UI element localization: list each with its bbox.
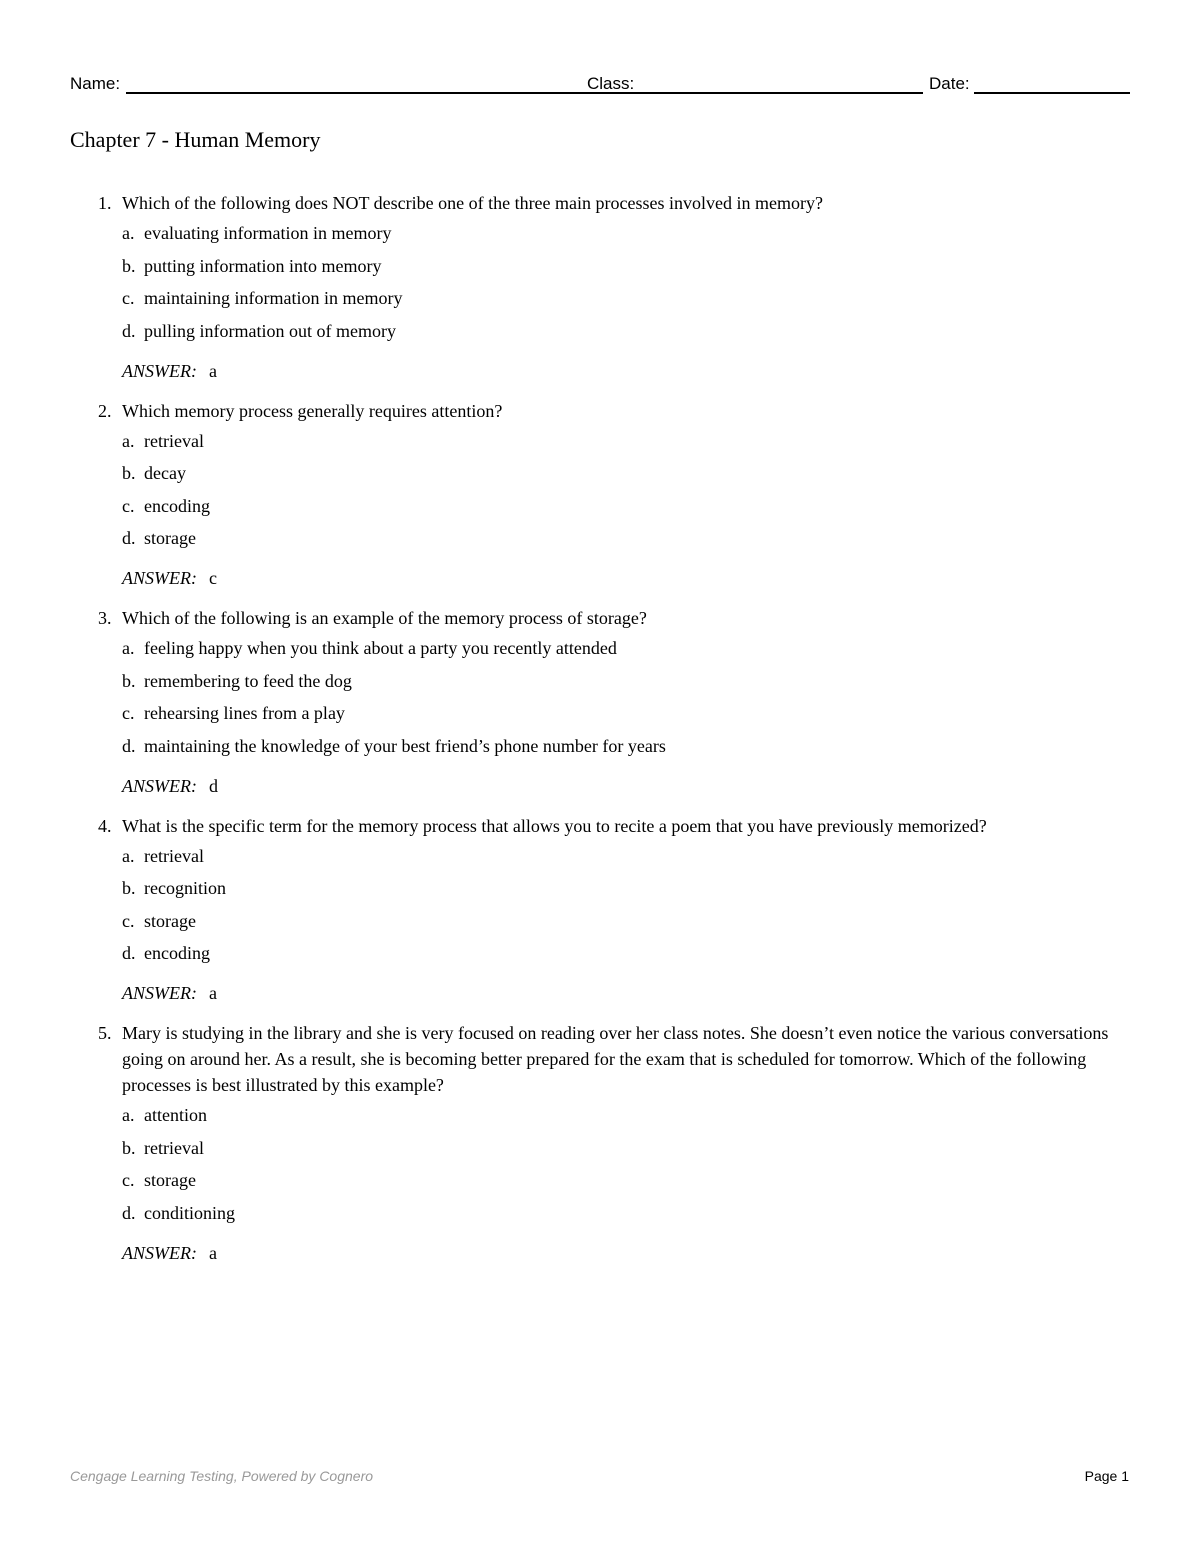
- answer-key: [122, 1240, 1122, 1266]
- choice-letter: b.: [122, 255, 136, 276]
- answer-value: a: [208, 983, 217, 1003]
- date-blank-line: [974, 92, 1130, 94]
- choice-text: attention: [144, 1105, 207, 1125]
- answer-choice: [122, 220, 1122, 246]
- answer-key: [122, 358, 1122, 384]
- chapter-title: Chapter 7 - Human Memory: [70, 127, 321, 152]
- name-label: Name:: [70, 74, 121, 93]
- choice-text: storage: [144, 910, 196, 931]
- class-blank-line: [642, 92, 923, 94]
- choice-text: putting information into memory: [144, 255, 382, 276]
- choice-letter: a.: [122, 845, 135, 866]
- answer-label: ANSWER:: [122, 1242, 197, 1263]
- choice-text: rehearsing lines from a play: [144, 703, 345, 723]
- choice-letter: b.: [122, 670, 136, 691]
- choice-letter: a.: [122, 223, 135, 243]
- footer-page-number: Page 1: [1084, 1468, 1129, 1484]
- choice-letter: c.: [122, 910, 135, 931]
- answer-choice: [122, 285, 1122, 311]
- choice-text: recognition: [144, 878, 226, 898]
- choice-letter: a.: [122, 430, 135, 451]
- answer-label: ANSWER:: [122, 775, 197, 796]
- choice-letter: a.: [122, 1105, 135, 1125]
- choice-letter: d.: [122, 735, 136, 756]
- choice-letter: d.: [122, 528, 136, 548]
- question-number: 3.: [98, 608, 112, 628]
- choice-letter: a.: [122, 638, 135, 658]
- choice-text: evaluating information in memory: [144, 223, 392, 243]
- answer-label: ANSWER:: [122, 568, 197, 588]
- answer-choice: [122, 1200, 1122, 1226]
- answer-choice: [122, 525, 1122, 551]
- question-list: [0, 190, 1200, 1280]
- question-number: 1.: [98, 193, 112, 213]
- answer-choice: [122, 1102, 1122, 1128]
- choice-text: encoding: [144, 495, 210, 516]
- answer-choice: [122, 875, 1122, 901]
- choice-letter: d.: [122, 320, 136, 341]
- choice-letter: c.: [122, 495, 135, 516]
- choice-text: retrieval: [144, 845, 204, 866]
- answer-choice: [122, 635, 1122, 661]
- name-blank-line: [126, 92, 652, 94]
- question-stem: What is the specific term for the memory process that allows you to recite a poem that you have previously memorized?: [122, 815, 987, 836]
- question-stem: Which memory process generally requires attention?: [122, 400, 503, 421]
- question-item: [98, 1020, 1122, 1266]
- answer-choice: [122, 318, 1122, 344]
- choice-text: retrieval: [144, 1137, 204, 1158]
- answer-choice: [122, 668, 1122, 694]
- choice-text: feeling happy when you think about a party you recently attended: [144, 638, 617, 658]
- answer-choice: [122, 1167, 1122, 1193]
- question-stem: Which of the following does NOT describe one of the three main processes involved in memory?: [122, 193, 823, 213]
- choice-text: conditioning: [144, 1202, 235, 1223]
- question-item: [98, 813, 1122, 1007]
- choice-letter: c.: [122, 703, 135, 723]
- answer-value: a: [208, 360, 217, 381]
- answer-value: d: [208, 775, 218, 796]
- class-label: Class:: [587, 74, 635, 93]
- answer-choice: [122, 700, 1122, 726]
- answer-choice: [122, 493, 1122, 519]
- choice-text: remembering to feed the dog: [144, 670, 352, 691]
- choice-letter: b.: [122, 1137, 136, 1158]
- answer-choice: [122, 253, 1122, 279]
- answer-value: c: [208, 568, 217, 588]
- answer-choice: [122, 460, 1122, 486]
- choice-letter: b.: [122, 463, 136, 483]
- question-item: [98, 398, 1122, 592]
- choice-text: decay: [144, 463, 186, 483]
- question-number: 2.: [98, 400, 112, 421]
- question-stem: Mary is studying in the library and she is very focused on reading over her class notes. She doesn’t even notice the various conversations going on around her. As a result, she is becoming better prepared for the exam that is scheduled for tomorrow. Which of the following processes is best illustrated by this example?: [122, 1023, 1109, 1095]
- choice-text: retrieval: [144, 430, 204, 451]
- answer-choice: [122, 1135, 1122, 1161]
- student-info-header: [70, 74, 1130, 98]
- answer-key: [122, 565, 1122, 591]
- question-item: [98, 605, 1122, 799]
- answer-choice: [122, 908, 1122, 934]
- choice-text: encoding: [144, 943, 210, 963]
- answer-value: a: [208, 1242, 217, 1263]
- choice-letter: c.: [122, 1170, 135, 1190]
- date-label: Date:: [929, 74, 970, 93]
- question-number: 4.: [98, 815, 112, 836]
- choice-letter: b.: [122, 878, 136, 898]
- choice-text: storage: [144, 1170, 196, 1190]
- answer-key: [122, 980, 1122, 1006]
- choice-text: storage: [144, 528, 196, 548]
- choice-letter: d.: [122, 1202, 136, 1223]
- answer-choice: [122, 940, 1122, 966]
- answer-choice: [122, 843, 1122, 869]
- answer-key: [122, 773, 1122, 799]
- choice-text: maintaining the knowledge of your best friend’s phone number for years: [144, 735, 666, 756]
- answer-label: ANSWER:: [122, 360, 197, 381]
- answer-choice: [122, 428, 1122, 454]
- question-stem: Which of the following is an example of the memory process of storage?: [122, 608, 647, 628]
- choice-letter: d.: [122, 943, 136, 963]
- question-number: 5.: [98, 1023, 112, 1043]
- answer-choice: [122, 733, 1122, 759]
- choice-text: maintaining information in memory: [144, 288, 403, 308]
- question-item: [98, 190, 1122, 384]
- answer-label: ANSWER:: [122, 983, 197, 1003]
- footer-publisher-credit: Cengage Learning Testing, Powered by Cognero: [70, 1468, 374, 1484]
- choice-text: pulling information out of memory: [144, 320, 396, 341]
- choice-letter: c.: [122, 288, 135, 308]
